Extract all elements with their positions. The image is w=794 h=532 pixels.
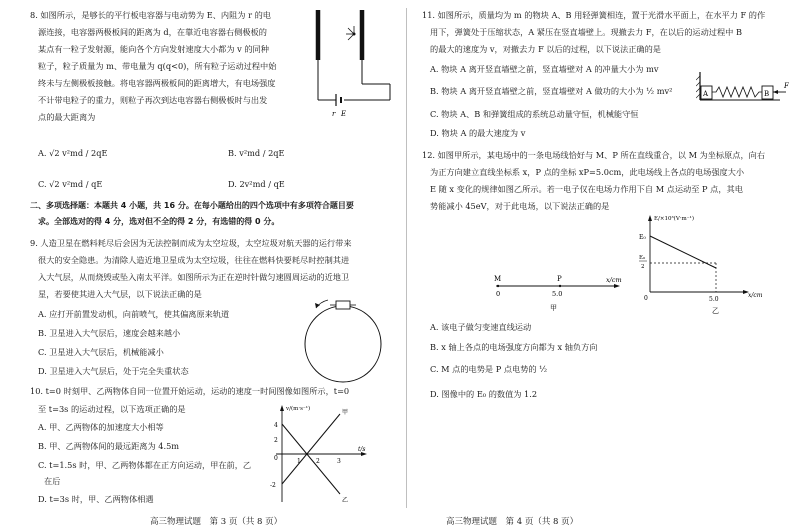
- q9-option-d: D. 卫星进入大气层后，处于完全失重状态: [38, 366, 189, 376]
- q8-option-c: C. √2 v²md / qE: [38, 179, 103, 189]
- q8-line: 不计带电粒子的重力，则粒子再次到达电容器右侧极板时与出发: [38, 95, 268, 105]
- q12-line: 12. 如图甲所示，某电场中的一条电场线恰好与 M、P 所在直线重合，以 M 为坐标原点，向右: [422, 150, 766, 160]
- q11-line: 的最大的速度为 v，对撤去力 F 以后的过程，以下说法正确的是: [430, 44, 661, 54]
- field-line-figure-jia: [490, 270, 640, 314]
- battery-e-label: E: [341, 110, 347, 118]
- capacitor-circuit-diagram: [296, 4, 398, 124]
- field-strength-graph-yi: [636, 212, 786, 318]
- vt-ytick-neg2: -2: [270, 482, 276, 489]
- q8-option-a: A. √2 v²md / 2qE: [38, 148, 108, 158]
- q10-line: 至 t=3s 的运动过程，以下选项正确的是: [38, 404, 186, 414]
- q8-line: 粒子，粒子质量为 m、带电量为 q(q<0)，所有粒子运动过程中始: [38, 61, 277, 71]
- q11-option-d: D. 物块 A 的最大速度为 v: [430, 128, 526, 138]
- q11-option-a: A. 物块 A 离开竖直墙壁之前，竖直墙壁对 A 的冲量大小为 mv: [430, 64, 659, 74]
- exam-page-4: [414, 0, 794, 532]
- q8-option-d: D. 2v²md / qE: [228, 179, 285, 189]
- page-footer-4: 高三物理试题 第 4 页（共 8 页）: [446, 517, 579, 527]
- page-footer-3: 高三物理试题 第 3 页（共 8 页）: [150, 517, 283, 527]
- q12-option-a: A. 该电子做匀变速直线运动: [430, 322, 532, 332]
- yi-ylabel: E/×10³(V·m⁻¹): [654, 216, 695, 222]
- vt-xtick-1: 1: [297, 458, 301, 465]
- page-fold-divider: [406, 8, 407, 508]
- q9-option-c: C. 卫星进入大气层后，机械能减小: [38, 347, 164, 357]
- q9-option-b: B. 卫星进入大气层后，速度会越来越小: [38, 328, 181, 338]
- yi-xlabel: x/cm: [748, 292, 763, 299]
- point-p-label: P: [557, 275, 562, 283]
- q12-option-b: B. x 轴上各点的电场强度方向都为 x 轴负方向: [430, 342, 598, 352]
- q10-line: 10. t=0 时刻甲、乙两物体自同一位置开始运动，运动的速度一时间图像如图所示，t=0: [30, 386, 350, 396]
- point-m-label: M: [494, 275, 502, 283]
- vt-xtick-3: 3: [337, 458, 341, 465]
- section-header-multiple-choice: 二、多项选择题：本题共 4 小题，共 16 分。在每小题给出的四个选项中有多项符合题目要: [30, 201, 354, 210]
- yi-e0-half-top: E₀: [639, 255, 646, 261]
- q12-line: E 随 x 变化的规律如图乙所示。若一电子仅在电场力作用下自 M 点运动至 P 点，其电: [430, 184, 743, 194]
- q9-line: 9. 人造卫星在燃料耗尽后会因为无法控制而成为太空垃圾，太空垃圾对航天器的运行带来: [30, 238, 352, 248]
- figure-jia-caption: 甲: [550, 304, 557, 312]
- vt-ytick-4: 4: [274, 422, 278, 429]
- q10-option-d: D. t=3s 时，甲、乙两物体相遇: [38, 494, 154, 504]
- series-yi-line: [282, 424, 340, 494]
- section-header-scoring: 求。全部选对的得 4 分，选对但不全的得 2 分，有选错的得 0 分。: [38, 217, 280, 226]
- force-f-label: F: [784, 82, 789, 90]
- block-a-label: A: [703, 90, 709, 98]
- spring-icon: [712, 87, 762, 97]
- jia-zero-label: 0: [496, 290, 501, 298]
- velocity-time-graph: [260, 402, 370, 512]
- q10-option-c: C. t=1.5s 时，甲、乙两物体都在正方向运动，甲在前，乙: [38, 460, 252, 470]
- q8-line: 8. 如图所示，是够长的平行板电容器与电动势为 E、内阻为 r 的电: [30, 10, 271, 20]
- q9-line: 星，若要使其进入大气层，以下说法正确的是: [38, 289, 202, 299]
- battery-r-label: r: [332, 110, 336, 118]
- satellite-icon: [336, 301, 350, 309]
- q11-option-c: C. 物块 A、B 和弹簧组成的系统总动量守恒，机械能守恒: [430, 109, 639, 119]
- vt-series-yi-label: 乙: [342, 497, 349, 504]
- series-jia-line: [282, 414, 340, 484]
- vt-xtick-2: 2: [316, 458, 320, 465]
- q11-line: 用下，弹簧处于压缩状态，A 紧压在竖直墙壁上。现撤去力 F，在以后的运动过程中 B: [430, 27, 742, 37]
- jia-axis-label: x/cm: [606, 276, 622, 284]
- yi-zero-label: 0: [644, 295, 648, 302]
- q12-line: 势能减小 45eV，对于此电场，以下说法正确的是: [430, 201, 610, 211]
- q8-line: 某点有一粒子发射源，能向各个方向发射速度大小都为 v 的同种: [38, 44, 269, 54]
- q8-line: 终未与左侧极板接触。将电容器两极板间的距离增大，有电场强度: [38, 78, 276, 88]
- vt-ylabel: v/(m·s⁻¹): [286, 406, 311, 412]
- q8-line: 源连接，电容器两极板间的距离为 d，在靠近电容器右侧极板的: [38, 27, 267, 37]
- q10-option-b: B. 甲、乙两物体间的最远距离为 4.5m: [38, 441, 180, 451]
- q8-line: 点的最大距离为: [38, 112, 96, 122]
- q9-option-a: A. 应打开前置发动机，向前喷气，使其偏离原来轨道: [38, 309, 230, 319]
- q10-option-a: A. 甲、乙两物体的加速度大小相等: [38, 422, 164, 432]
- q12-option-d: D. 图像中的 E₀ 的数值为 1.2: [430, 389, 538, 399]
- q10-option-c-cont: 在后: [44, 476, 61, 486]
- yi-e0-half-bot: 2: [641, 264, 645, 270]
- figure-yi-caption: 乙: [712, 307, 719, 315]
- vt-xlabel: t/s: [358, 446, 366, 453]
- block-b-label: B: [764, 90, 770, 98]
- yi-five-label: 5.0: [709, 296, 719, 303]
- q11-option-b: B. 物块 A 离开竖直墙壁之前，竖直墙壁对 A 做功的大小为 ½ mv²: [430, 86, 673, 96]
- satellite-orbit-diagram: [300, 292, 386, 386]
- q8-option-b: B. v²md / 2qE: [228, 148, 285, 158]
- q11-line: 11. 如图所示，质量均为 m 的物块 A、B 用轻弹簧相连，置于光滑水平面上，在水平力 F 的作: [422, 10, 766, 20]
- vt-series-jia-label: 甲: [342, 409, 349, 416]
- jia-five-label: 5.0: [552, 290, 563, 298]
- vt-ytick-2: 2: [274, 437, 278, 444]
- spring-block-diagram: [696, 66, 792, 106]
- q9-line: 入大气层，从而烧毁或坠入南太平洋。如图所示为正在逆时针做匀速圆周运动的近地卫: [38, 272, 350, 282]
- q12-option-c: C. M 点的电势是 P 点电势的 ½: [430, 364, 548, 374]
- q9-line: 很大的安全隐患。为清除人造近地卫星成为太空垃圾，往往在燃料快要耗尽时控制其进: [38, 255, 350, 265]
- vt-origin: 0: [274, 455, 278, 462]
- q12-line: 为正方向建立直线坐标系 x，P 点的坐标 xP=5.0cm，此电场线上各点的电场强度大小: [430, 167, 745, 177]
- yi-e0-label: E₀: [639, 234, 646, 241]
- particle-source-icon: [346, 26, 356, 40]
